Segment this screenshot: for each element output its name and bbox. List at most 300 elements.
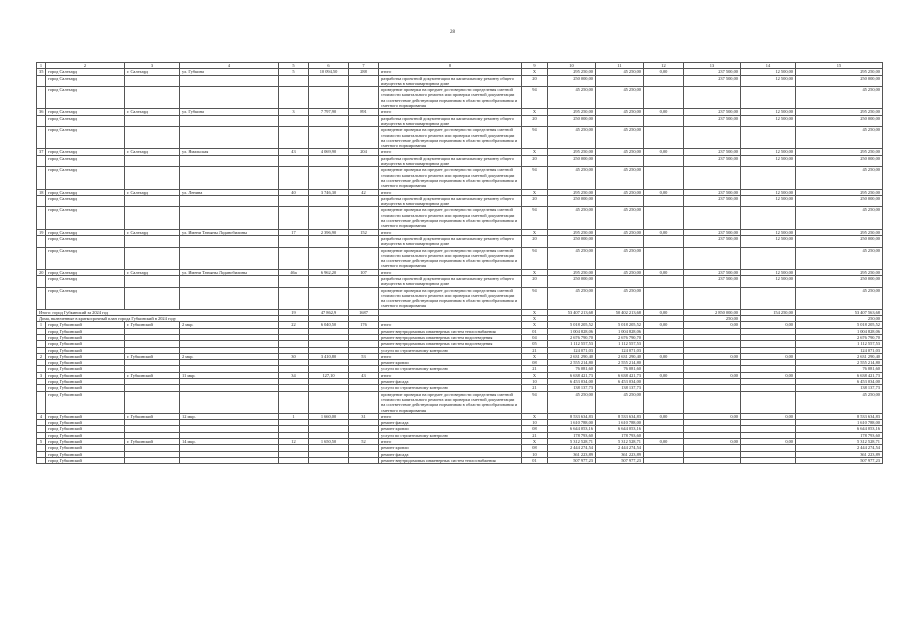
owners-funds-cell: 154 250,00 — [741, 309, 796, 315]
regional-budget-cell: 0,00 — [644, 322, 684, 328]
area-cell: 1 660,00 — [309, 413, 349, 419]
municipality-cell: город Губкинский — [46, 439, 125, 445]
grand-total-cell: 45 250,00 — [796, 247, 883, 269]
work-type-cell: проведение проверки на предмет достоверности определения сметной стоимости капитального ремонта или проверки сметной документации на соответствие действующим нормативам в области ценообразования и сметного нормирования — [379, 127, 522, 149]
total-cost-cell: 6 638 421,73 — [548, 372, 596, 378]
work-code-cell: X — [522, 229, 548, 235]
area-cell — [309, 457, 349, 463]
owners-funds-cell: 12 500,00 — [741, 275, 796, 287]
work-code-cell: 20 — [522, 275, 548, 287]
settlement-cell: г. Губкинский — [125, 413, 180, 419]
grand-total-cell: 138 137,73 — [796, 385, 883, 391]
row-number: 4 — [37, 413, 46, 419]
total-cost-cell: 138 137,73 — [548, 385, 596, 391]
grand-total-cell: 45 250,00 — [796, 287, 883, 309]
street-cell: 11 мкр. — [180, 372, 279, 378]
work-type-cell: разработка проектной документации на капитальному ремонту общего имущества в многоквартирном доме — [379, 75, 522, 87]
owners-funds-cell: 12 500,00 — [741, 269, 796, 275]
work-type-cell: проведение проверки на предмет достоверности определения сметной стоимости капитального ремонта или проверки сметной документации на соответствие действующим нормативам в области ценообразования и сметного нормирования — [379, 247, 522, 269]
area-cell — [309, 195, 349, 207]
grand-total-cell: 6 453 034,00 — [796, 379, 883, 385]
municipality-cell: город Салехард — [46, 229, 125, 235]
municipality-cell: город Салехард — [46, 87, 125, 109]
fund-cost-cell: 2 555 214,80 — [596, 360, 644, 366]
residents-cell — [349, 155, 379, 167]
house-number-cell — [279, 287, 309, 309]
fund-cost-cell — [596, 275, 644, 287]
grand-total-cell: 250 000,00 — [796, 235, 883, 247]
work-item-row — [37, 167, 883, 189]
fund-cost-cell: 45 250,00 — [596, 189, 644, 195]
municipality-cell: город Губкинский — [46, 341, 125, 347]
local-budget-cell — [684, 457, 741, 463]
total-cost-cell: 45 250,00 — [548, 287, 596, 309]
column-number: 15 — [796, 63, 883, 69]
settlement-cell — [125, 247, 180, 269]
regional-budget-cell — [644, 127, 684, 149]
row-number — [37, 235, 46, 247]
repair-register-table — [36, 62, 883, 464]
house-number-cell — [279, 247, 309, 269]
settlement-cell — [125, 235, 180, 247]
house-number-cell — [279, 127, 309, 149]
column-number: 10 — [548, 63, 596, 69]
settlement-cell — [125, 457, 180, 463]
work-type-cell: ремонт фасада — [379, 420, 522, 426]
house-number-cell: 3 — [279, 109, 309, 115]
owners-funds-cell: 12 500,00 — [741, 155, 796, 167]
owners-funds-cell — [741, 457, 796, 463]
settlement-cell — [125, 287, 180, 309]
fund-cost-cell: 178 793,60 — [596, 432, 644, 438]
grand-total-cell: 295 250,00 — [796, 149, 883, 155]
row-number: 36 — [37, 109, 46, 115]
total-cost-cell: 53 407 213,68 — [548, 309, 596, 315]
work-type-cell: итого — [379, 189, 522, 195]
regional-budget-cell — [644, 235, 684, 247]
total-cost-cell: 45 250,00 — [548, 167, 596, 189]
residents-cell — [349, 457, 379, 463]
area-cell: 10 094,50 — [309, 69, 349, 75]
work-code-cell: X — [522, 316, 548, 322]
grand-total-cell: 250 000,00 — [796, 195, 883, 207]
work-code-cell: 21 — [522, 347, 548, 353]
row-number — [37, 127, 46, 149]
street-cell — [180, 87, 279, 109]
settlement-cell: г. Салехард — [125, 109, 180, 115]
area-cell — [309, 155, 349, 167]
owners-funds-cell — [741, 127, 796, 149]
work-item-row — [37, 457, 883, 463]
total-cost-cell: 2 676 790,70 — [548, 334, 596, 340]
local-budget-cell: 237 500,00 — [684, 149, 741, 155]
total-cost-cell: 250 000,00 — [548, 275, 596, 287]
grand-total-cell: 250 000,00 — [796, 155, 883, 167]
owners-funds-cell: 12 500,00 — [741, 229, 796, 235]
total-cost-cell: 1 004 828,06 — [548, 328, 596, 334]
work-item-row — [37, 115, 883, 127]
total-cost-cell: 8 533 634,83 — [548, 413, 596, 419]
column-number: 13 — [684, 63, 741, 69]
street-cell — [180, 235, 279, 247]
column-number: 4 — [180, 63, 279, 69]
work-item-row — [37, 195, 883, 207]
row-number: 37 — [37, 149, 46, 155]
total-cost-cell: 178 793,60 — [548, 432, 596, 438]
owners-funds-cell — [741, 391, 796, 413]
regional-budget-cell: 0,00 — [644, 439, 684, 445]
area-cell — [309, 287, 349, 309]
fund-cost-cell: 45 250,00 — [596, 69, 644, 75]
grand-total-cell: 361 223,89 — [796, 451, 883, 457]
settlement-cell: г. Губкинский — [125, 439, 180, 445]
grand-total-cell: 295 250,00 — [796, 69, 883, 75]
owners-funds-cell — [741, 87, 796, 109]
work-code-cell: 21 — [522, 366, 548, 372]
row-number: 3 — [37, 372, 46, 378]
owners-funds-cell: 12 500,00 — [741, 75, 796, 87]
total-cost-cell: 124 071,03 — [548, 347, 596, 353]
house-number-cell: 22 — [279, 322, 309, 328]
area-cell: 2 396,90 — [309, 229, 349, 235]
house-number-cell — [279, 207, 309, 229]
residents-cell — [349, 167, 379, 189]
row-number — [37, 195, 46, 207]
work-code-cell: 20 — [522, 155, 548, 167]
house-number-cell — [279, 391, 309, 413]
grand-total-cell: 5 018 205,52 — [796, 322, 883, 328]
regional-budget-cell — [644, 115, 684, 127]
area-cell: 6 040,50 — [309, 322, 349, 328]
grand-total-cell: 250 000,00 — [796, 115, 883, 127]
local-budget-cell: 0,00 — [684, 413, 741, 419]
work-code-cell: X — [522, 439, 548, 445]
area-cell — [309, 87, 349, 109]
fund-cost-cell: 45 250,00 — [596, 207, 644, 229]
work-type-cell: итого — [379, 69, 522, 75]
municipality-cell: город Губкинский — [46, 432, 125, 438]
column-number: 8 — [379, 63, 522, 69]
settlement-cell — [125, 115, 180, 127]
area-cell — [309, 207, 349, 229]
area-cell: 3 746,30 — [309, 189, 349, 195]
residents-cell — [349, 75, 379, 87]
work-code-cell: X — [522, 372, 548, 378]
local-budget-cell — [684, 247, 741, 269]
fund-cost-cell: 1 004 828,06 — [596, 328, 644, 334]
total-cost-cell: 2 631 290,40 — [548, 353, 596, 359]
municipality-cell: город Губкинский — [46, 445, 125, 451]
fund-cost-cell: 507 977,23 — [596, 457, 644, 463]
work-type-cell: ремонт внутридомовых инженерных систем теплоснабжения — [379, 457, 522, 463]
residents-cell — [349, 287, 379, 309]
row-number — [37, 247, 46, 269]
municipality-cell: город Салехард — [46, 247, 125, 269]
local-budget-cell: 237 500,00 — [684, 75, 741, 87]
house-number-cell — [279, 87, 309, 109]
local-budget-cell: 0,00 — [684, 353, 741, 359]
area-cell — [309, 275, 349, 287]
street-cell — [180, 207, 279, 229]
grand-total-cell: 6 638 421,73 — [796, 372, 883, 378]
fund-cost-cell: 2 676 790,70 — [596, 334, 644, 340]
summary-label: Дома, включенные в краткосрочный план города Губкинский в 2024 году — [37, 316, 279, 322]
work-code-cell: 08 — [522, 426, 548, 432]
residents-cell: 1687 — [349, 309, 379, 315]
row-number: 19 — [37, 229, 46, 235]
fund-cost-cell — [596, 195, 644, 207]
owners-funds-cell: 12 500,00 — [741, 189, 796, 195]
fund-cost-cell: 1 610 788,00 — [596, 420, 644, 426]
work-item-row — [37, 235, 883, 247]
work-type-cell: услуги по строительному контролю — [379, 385, 522, 391]
local-budget-cell: 237 500,00 — [684, 155, 741, 167]
regional-budget-cell: 0,00 — [644, 149, 684, 155]
area-cell — [309, 167, 349, 189]
municipality-cell: город Салехард — [46, 155, 125, 167]
street-cell — [180, 167, 279, 189]
work-type-cell: разработка проектной документации на капитальному ремонту общего имущества в многоквартирном доме — [379, 195, 522, 207]
residents-cell: 152 — [349, 229, 379, 235]
regional-budget-cell: 0,00 — [644, 353, 684, 359]
column-number: 3 — [125, 63, 180, 69]
street-cell: ул. Губкина — [180, 109, 279, 115]
street-cell — [180, 75, 279, 87]
work-code-cell: 01 — [522, 457, 548, 463]
work-code-cell: 20 — [522, 235, 548, 247]
residents-cell — [349, 391, 379, 413]
house-number-cell: 5 — [279, 69, 309, 75]
regional-budget-cell — [644, 247, 684, 269]
house-number-cell — [279, 167, 309, 189]
municipality-cell: город Губкинский — [46, 353, 125, 359]
grand-total-cell: 2 555 214,80 — [796, 360, 883, 366]
fund-cost-cell: 5 312 528,71 — [596, 439, 644, 445]
house-number-cell — [279, 195, 309, 207]
total-cost-cell: 295 250,00 — [548, 149, 596, 155]
local-budget-cell: 237 500,00 — [684, 275, 741, 287]
municipality-cell: город Салехард — [46, 269, 125, 275]
work-code-cell: 20 — [522, 115, 548, 127]
residents-cell — [349, 115, 379, 127]
total-cost-cell: 507 977,23 — [548, 457, 596, 463]
fund-cost-cell: 5 018 205,52 — [596, 322, 644, 328]
regional-budget-cell: 0,00 — [644, 109, 684, 115]
street-cell — [180, 287, 279, 309]
grand-total-cell: 53 407 563,68 — [796, 309, 883, 315]
settlement-cell — [125, 75, 180, 87]
local-budget-cell: 250,00 — [684, 316, 741, 322]
grand-total-cell: 250 000,00 — [796, 275, 883, 287]
row-number: 18 — [37, 189, 46, 195]
grand-total-cell: 45 250,00 — [796, 391, 883, 413]
total-cost-cell: 6 644 053,16 — [548, 426, 596, 432]
summary-label: Итого: город Губкинский за 2024 год — [37, 309, 279, 315]
work-type-cell: услуги по строительному контролю — [379, 366, 522, 372]
work-item-row — [37, 275, 883, 287]
regional-budget-cell: 0,00 — [644, 189, 684, 195]
street-cell: 12 мкр. — [180, 413, 279, 419]
local-budget-cell: 0,00 — [684, 439, 741, 445]
house-number-cell: 34 — [279, 372, 309, 378]
settlement-cell — [125, 195, 180, 207]
work-type-cell: разработка проектной документации на капитальному ремонту общего имущества в многоквартирном доме — [379, 235, 522, 247]
residents-cell: 288 — [349, 69, 379, 75]
regional-budget-cell — [644, 195, 684, 207]
street-cell — [180, 127, 279, 149]
work-type-cell: услуги по строительному контролю — [379, 432, 522, 438]
residents-cell: 52 — [349, 439, 379, 445]
owners-funds-cell — [741, 207, 796, 229]
work-code-cell: 21 — [522, 432, 548, 438]
residents-cell — [349, 275, 379, 287]
column-number: 14 — [741, 63, 796, 69]
street-cell — [180, 457, 279, 463]
residents-cell: 53 — [349, 353, 379, 359]
settlement-cell — [125, 275, 180, 287]
fund-cost-cell: 45 250,00 — [596, 109, 644, 115]
grand-total-cell: 1 112 557,53 — [796, 341, 883, 347]
work-code-cell: X — [522, 189, 548, 195]
municipality-cell: город Салехард — [46, 207, 125, 229]
owners-funds-cell: 0,00 — [741, 353, 796, 359]
fund-cost-cell: 138 137,73 — [596, 385, 644, 391]
fund-cost-cell: 45 250,00 — [596, 87, 644, 109]
work-code-cell: 10 — [522, 451, 548, 457]
grand-total-cell: 295 250,00 — [796, 109, 883, 115]
municipality-cell: город Губкинский — [46, 322, 125, 328]
owners-funds-cell: 12 500,00 — [741, 149, 796, 155]
local-budget-cell: 2 850 000,00 — [684, 309, 741, 315]
work-type-cell: разработка проектной документации на капитальному ремонту общего имущества в многоквартирном доме — [379, 275, 522, 287]
house-number-cell — [279, 115, 309, 127]
residents-cell — [349, 235, 379, 247]
column-number: 7 — [349, 63, 379, 69]
row-number: 20 — [37, 269, 46, 275]
total-cost-cell: 5 018 205,52 — [548, 322, 596, 328]
work-code-cell: 94 — [522, 167, 548, 189]
grand-total-cell: 6 644 053,16 — [796, 426, 883, 432]
owners-funds-cell: 12 500,00 — [741, 235, 796, 247]
row-number — [37, 155, 46, 167]
work-code-cell: 08 — [522, 445, 548, 451]
fund-cost-cell — [596, 115, 644, 127]
total-cost-cell: 5 312 528,71 — [548, 439, 596, 445]
area-cell: 7 797,90 — [309, 109, 349, 115]
house-number-cell: 40 — [279, 189, 309, 195]
total-cost-cell: 2 444 274,54 — [548, 445, 596, 451]
residents-cell: 42 — [349, 189, 379, 195]
total-cost-cell: 250 000,00 — [548, 155, 596, 167]
work-type-cell: ремонт кровли — [379, 360, 522, 366]
column-number: 6 — [309, 63, 349, 69]
work-type-cell: проведение проверки на предмет достоверности определения сметной стоимости капитального ремонта или проверки сметной документации на соответствие действующим нормативам в области ценообразования и сметного нормирования — [379, 287, 522, 309]
residents-cell — [349, 207, 379, 229]
municipality-cell: город Губкинский — [46, 372, 125, 378]
house-number-cell: 46а — [279, 269, 309, 275]
area-cell — [309, 127, 349, 149]
area-cell: 127,10 — [309, 372, 349, 378]
total-cost-cell: 295 250,00 — [548, 189, 596, 195]
regional-budget-cell — [644, 457, 684, 463]
grand-total-cell: 295 250,00 — [796, 189, 883, 195]
settlement-cell: г. Губкинский — [125, 353, 180, 359]
local-budget-cell: 237 500,00 — [684, 195, 741, 207]
total-cost-cell: 250 000,00 — [548, 115, 596, 127]
work-code-cell: 94 — [522, 391, 548, 413]
regional-budget-cell — [644, 167, 684, 189]
local-budget-cell: 237 500,00 — [684, 115, 741, 127]
municipality-cell: город Салехард — [46, 69, 125, 75]
municipality-cell: город Салехард — [46, 189, 125, 195]
residents-cell: 31 — [349, 413, 379, 419]
owners-funds-cell: 0,00 — [741, 322, 796, 328]
work-type-cell: итого — [379, 413, 522, 419]
total-cost-cell: 250 000,00 — [548, 235, 596, 247]
row-number — [37, 87, 46, 109]
grand-total-cell: 295 250,00 — [796, 269, 883, 275]
owners-funds-cell: 12 500,00 — [741, 115, 796, 127]
grand-total-cell: 8 533 634,83 — [796, 413, 883, 419]
owners-funds-cell — [741, 167, 796, 189]
total-cost-cell: 295 250,00 — [548, 229, 596, 235]
local-budget-cell — [684, 127, 741, 149]
house-number-cell — [279, 155, 309, 167]
area-cell — [309, 75, 349, 87]
row-number — [37, 391, 46, 413]
work-code-cell: X — [522, 69, 548, 75]
total-cost-cell: 361 223,89 — [548, 451, 596, 457]
work-code-cell: X — [522, 109, 548, 115]
work-type-cell: ремонт внутридомовых инженерных систем водоотведения — [379, 334, 522, 340]
work-type-cell: ремонт кровли — [379, 426, 522, 432]
street-cell: 14 мкр. — [180, 439, 279, 445]
residents-cell: 204 — [349, 149, 379, 155]
municipality-cell: город Губкинский — [46, 328, 125, 334]
municipality-cell: город Губкинский — [46, 334, 125, 340]
total-cost-cell: 295 250,00 — [548, 69, 596, 75]
fund-cost-cell: 6 453 034,00 — [596, 379, 644, 385]
work-type-cell: итого — [379, 109, 522, 115]
fund-cost-cell — [596, 75, 644, 87]
residents-cell: 107 — [349, 269, 379, 275]
work-type-cell: проведение проверки на предмет достоверности определения сметной стоимости капитального ремонта или проверки сметной документации на соответствие действующим нормативам в области ценообразования и сметного нормирования — [379, 391, 522, 413]
settlement-cell: г. Губкинский — [125, 372, 180, 378]
area-cell: 1 650,50 — [309, 439, 349, 445]
area-cell — [309, 391, 349, 413]
residents-cell: 176 — [349, 322, 379, 328]
area-cell — [309, 235, 349, 247]
register-body — [37, 63, 883, 464]
municipality-cell: город Губкинский — [46, 360, 125, 366]
grand-total-cell: 45 250,00 — [796, 87, 883, 109]
fund-cost-cell: 45 250,00 — [596, 269, 644, 275]
owners-funds-cell: 12 500,00 — [741, 69, 796, 75]
local-budget-cell: 237 500,00 — [684, 269, 741, 275]
municipality-cell: город Салехард — [46, 115, 125, 127]
area-cell: 3 410,80 — [309, 353, 349, 359]
grand-total-cell: 178 793,60 — [796, 432, 883, 438]
street-cell — [180, 115, 279, 127]
regional-budget-cell — [644, 287, 684, 309]
fund-cost-cell — [596, 155, 644, 167]
municipality-cell: город Салехард — [46, 149, 125, 155]
work-code-cell: X — [522, 353, 548, 359]
house-number-cell: 12 — [279, 439, 309, 445]
regional-budget-cell: 0,00 — [644, 69, 684, 75]
total-cost-cell: 45 250,00 — [548, 127, 596, 149]
work-type-cell: ремонт внутридомовых инженерных систем водоотведения — [379, 341, 522, 347]
